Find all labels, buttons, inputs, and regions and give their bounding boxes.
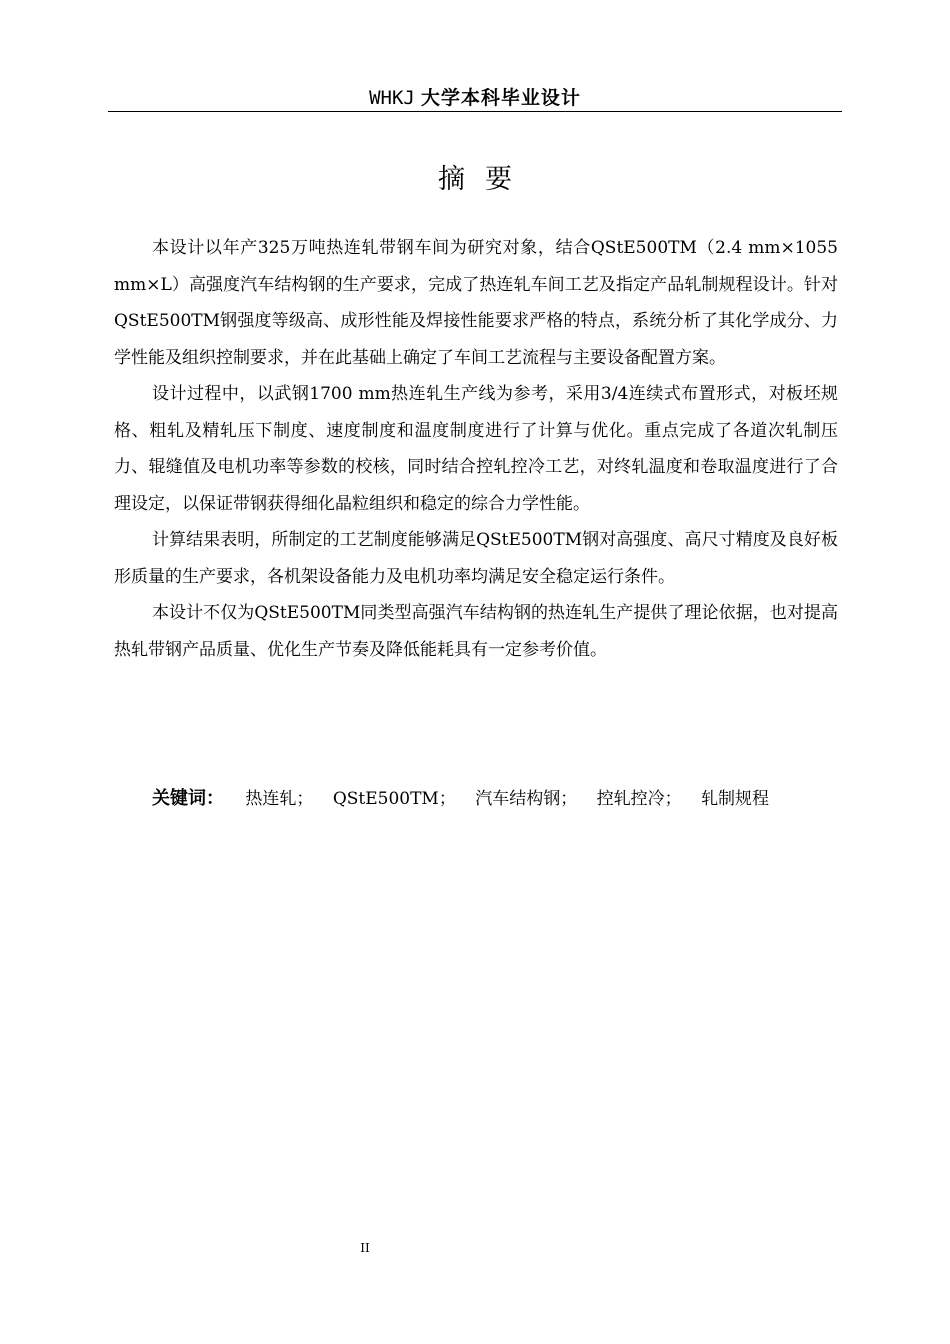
- header-title: 大学本科毕业设计: [420, 87, 581, 109]
- abstract-paragraph-1: 本设计以年产325万吨热连轧带钢车间为研究对象，结合QStE500TM（2.4 mm×1055 mm×L）高强度汽车结构钢的生产要求，完成了热连轧车间工艺及指定产品轧制规程设计。针对QStE500TM钢强度等级高、成形性能及焊接性能要求严格的特点，系统分析了其化学成分、力学性能及组织控制要求，并在此基础上确定了车间工艺流程与主要设备配置方案。: [114, 238, 838, 368]
- keyword-2: QStE500TM；: [332, 789, 456, 809]
- keyword-1: 热连轧；: [245, 789, 314, 809]
- abstract-paragraph-3: 计算结果表明，所制定的工艺制度能够满足QStE500TM钢对高强度、高尺寸精度及良好板形质量的生产要求，各机架设备能力及电机功率均满足安全稳定运行条件。: [114, 530, 838, 587]
- keyword-5: 轧制规程: [701, 789, 770, 809]
- keywords-line: [152, 783, 842, 815]
- keyword-3: 汽车结构钢；: [475, 789, 578, 809]
- page-number: II: [360, 1241, 370, 1255]
- abstract-body: [114, 230, 838, 668]
- header-school-name: WHKJ: [369, 87, 415, 109]
- keyword-4: 控轧控冷；: [596, 789, 682, 809]
- page-header: [108, 84, 842, 112]
- abstract-paragraph-2: 设计过程中，以武钢1700 mm热连轧生产线为参考，采用3/4连续式布置形式，对板坯规格、粗轧及精轧压下制度、速度制度和温度制度进行了计算与优化。重点完成了各道次轧制压力、辊缝值及电机功率等参数的校核，同时结合控轧控冷工艺，对终轧温度和卷取温度进行了合理设定，以保证带钢获得细化晶粒组织和稳定的综合力学性能。: [114, 384, 838, 514]
- header-divider: [108, 111, 842, 112]
- abstract-title: 摘要: [438, 164, 532, 195]
- abstract-paragraph-4: 本设计不仅为QStE500TM同类型高强汽车结构钢的热连轧生产提供了理论依据，也对提高热轧带钢产品质量、优化生产节奏及降低能耗具有一定参考价值。: [114, 603, 838, 660]
- keywords-label: 关键词：: [152, 788, 224, 809]
